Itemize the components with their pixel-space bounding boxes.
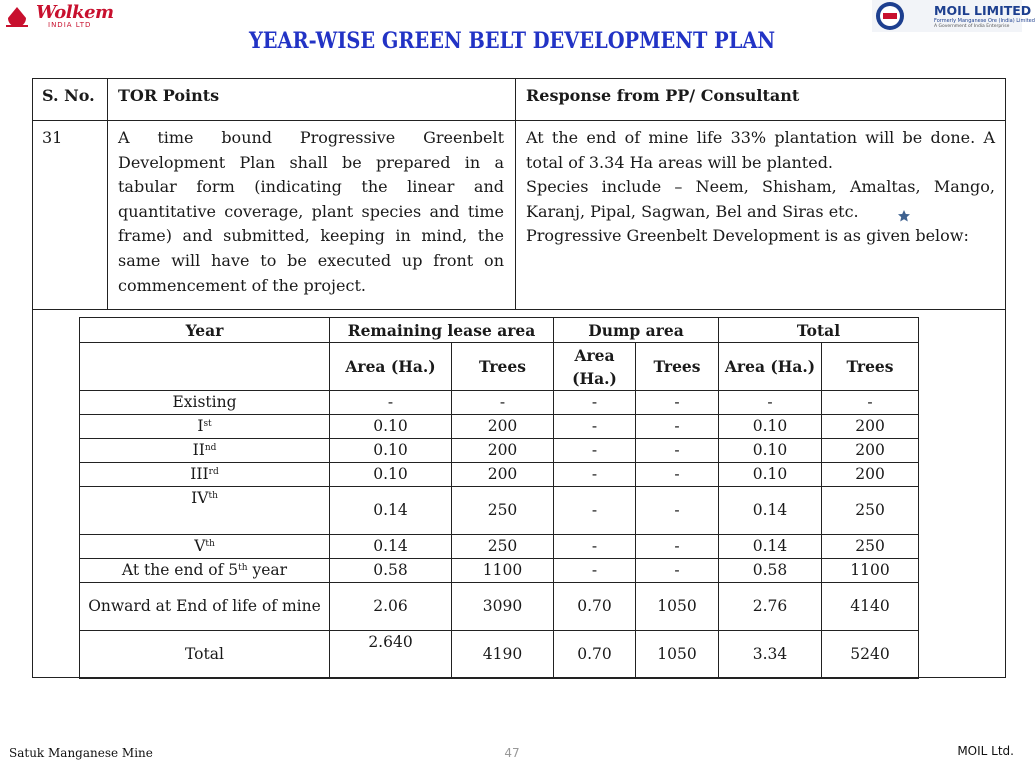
page-title: YEAR-WISE GREEN BELT DEVELOPMENT PLAN bbox=[248, 28, 776, 54]
t-area-cell: 0.58 bbox=[719, 559, 822, 583]
l-area-cell: 0.10 bbox=[330, 415, 452, 439]
d-area-cell: - bbox=[554, 391, 636, 415]
table-row bbox=[80, 391, 919, 415]
response-paragraph-2: Species include – Neem, Shisham, Amaltas, Mango, Karanj, Pipal, Sagwan, Bel and Siras etc. bbox=[526, 177, 995, 221]
header-remaining-lease: Remaining lease area bbox=[330, 318, 554, 343]
t-trees-cell: - bbox=[822, 391, 919, 415]
year-cell bbox=[80, 487, 330, 535]
subheader-area: Area (Ha.) bbox=[719, 343, 822, 391]
year-cell bbox=[80, 439, 330, 463]
d-area-cell: - bbox=[554, 463, 636, 487]
l-trees-cell: 250 bbox=[452, 535, 554, 559]
row-sno: 31 bbox=[42, 128, 63, 147]
green-belt-plan-table bbox=[79, 317, 919, 679]
year-label: Existing bbox=[172, 393, 237, 411]
t-area-cell: 0.10 bbox=[719, 415, 822, 439]
header-year-blank bbox=[80, 343, 330, 391]
table-row bbox=[80, 439, 919, 463]
year-ordinal-suffix: nd bbox=[204, 443, 217, 453]
header-response: Response from PP/ Consultant bbox=[526, 86, 800, 105]
year-ordinal-suffix: st bbox=[203, 419, 212, 429]
header-total: Total bbox=[719, 318, 919, 343]
page-number: 47 bbox=[504, 746, 520, 760]
t-area-cell: 0.14 bbox=[719, 535, 822, 559]
d-trees-cell: 1050 bbox=[636, 583, 719, 631]
year-label: At the end of 5 bbox=[121, 561, 239, 579]
l-trees-cell: 200 bbox=[452, 415, 554, 439]
d-trees-cell: - bbox=[636, 559, 719, 583]
table-row bbox=[80, 463, 919, 487]
year-cell bbox=[80, 391, 330, 415]
d-area-cell: - bbox=[554, 415, 636, 439]
t-area-cell: - bbox=[719, 391, 822, 415]
t-area-cell: 3.34 bbox=[719, 631, 822, 679]
l-area-cell: 0.10 bbox=[330, 439, 452, 463]
d-trees-cell: - bbox=[636, 415, 719, 439]
wolkem-sub: INDIA LTD bbox=[48, 21, 92, 29]
plan-table-body bbox=[80, 391, 919, 679]
year-label: V bbox=[194, 537, 206, 555]
header-sno: S. No. bbox=[42, 86, 95, 105]
year-ordinal-suffix: rd bbox=[208, 467, 219, 477]
t-area-cell: 0.10 bbox=[719, 463, 822, 487]
d-trees-cell: - bbox=[636, 391, 719, 415]
l-area-cell: 0.10 bbox=[330, 463, 452, 487]
d-area-cell: - bbox=[554, 487, 636, 535]
year-ordinal-suffix: th bbox=[208, 491, 218, 501]
t-area-cell: 0.10 bbox=[719, 439, 822, 463]
year-cell bbox=[80, 583, 330, 631]
l-trees-cell: 200 bbox=[452, 439, 554, 463]
response-paragraph-3: Progressive Greenbelt Development is as given below: bbox=[526, 226, 969, 246]
table-row bbox=[80, 583, 919, 631]
red-drop-icon bbox=[4, 6, 30, 28]
d-area-cell: 0.70 bbox=[554, 631, 636, 679]
year-label: III bbox=[190, 465, 209, 483]
l-trees-cell: 250 bbox=[452, 487, 554, 535]
year-label-suffix: year bbox=[247, 561, 288, 579]
d-area-cell: - bbox=[554, 559, 636, 583]
table-row bbox=[80, 487, 919, 535]
t-trees-cell: 4140 bbox=[822, 583, 919, 631]
row-response bbox=[526, 126, 995, 249]
header-dump-area: Dump area bbox=[554, 318, 719, 343]
year-ordinal-suffix: th bbox=[238, 563, 248, 573]
footer-mine-name: Satuk Manganese Mine bbox=[9, 746, 153, 760]
year-label: Total bbox=[185, 645, 224, 663]
l-trees-cell: 200 bbox=[452, 463, 554, 487]
t-trees-cell: 5240 bbox=[822, 631, 919, 679]
year-ordinal-suffix: th bbox=[205, 539, 215, 549]
l-trees-cell: 1100 bbox=[452, 559, 554, 583]
l-area-cell: 2.640 bbox=[330, 631, 452, 679]
l-area-cell: 0.14 bbox=[330, 535, 452, 559]
t-trees-cell: 250 bbox=[822, 535, 919, 559]
moil-line1: Formerly Manganese Ore (India) Limited bbox=[934, 18, 1035, 24]
t-trees-cell: 200 bbox=[822, 439, 919, 463]
d-trees-cell: - bbox=[636, 439, 719, 463]
header-year: Year bbox=[80, 318, 330, 343]
t-area-cell: 0.14 bbox=[719, 487, 822, 535]
header-tor: TOR Points bbox=[118, 86, 220, 105]
l-trees-cell: 3090 bbox=[452, 583, 554, 631]
table-row bbox=[80, 535, 919, 559]
year-label: I bbox=[197, 417, 204, 435]
year-cell bbox=[80, 463, 330, 487]
year-label: Onward at End of life of mine bbox=[88, 597, 321, 615]
t-trees-cell: 250 bbox=[822, 487, 919, 535]
wolkem-brand: Wolkem bbox=[36, 2, 114, 23]
table-row bbox=[80, 559, 919, 583]
t-trees-cell: 1100 bbox=[822, 559, 919, 583]
d-trees-cell: 1050 bbox=[636, 631, 719, 679]
l-trees-cell: 4190 bbox=[452, 631, 554, 679]
subheader-trees: Trees bbox=[636, 343, 719, 391]
moil-seal-icon bbox=[875, 1, 905, 31]
l-area-cell: 0.14 bbox=[330, 487, 452, 535]
t-area-cell: 2.76 bbox=[719, 583, 822, 631]
row-divider bbox=[33, 309, 1005, 310]
year-cell bbox=[80, 559, 330, 583]
l-area-cell: 2.06 bbox=[330, 583, 452, 631]
year-label: IV bbox=[191, 489, 209, 507]
year-cell bbox=[80, 535, 330, 559]
d-trees-cell: - bbox=[636, 535, 719, 559]
year-cell bbox=[80, 415, 330, 439]
d-trees-cell: - bbox=[636, 463, 719, 487]
row-tor-text: A time bound Progressive Greenbelt Development Plan shall be prepared in a tabular form (indicating the linear and quantitative coverage, plant species and time frame) and submitted, keeping in mind, the same will have to be executed up front on commencement of the project. bbox=[118, 128, 504, 295]
t-trees-cell: 200 bbox=[822, 415, 919, 439]
d-area-cell: - bbox=[554, 439, 636, 463]
wolkem-logo bbox=[2, 2, 114, 30]
year-label: II bbox=[192, 441, 205, 459]
subheader-area: Area (Ha.) bbox=[554, 343, 636, 391]
moil-name: MOIL LIMITED bbox=[934, 3, 1032, 18]
l-area-cell: 0.58 bbox=[330, 559, 452, 583]
table-row bbox=[80, 415, 919, 439]
footer-company: MOIL Ltd. bbox=[957, 744, 1014, 758]
year-cell bbox=[80, 631, 330, 679]
table-row bbox=[80, 631, 919, 679]
subheader-trees: Trees bbox=[822, 343, 919, 391]
d-area-cell: - bbox=[554, 535, 636, 559]
response-paragraph-1: At the end of mine life 33% plantation will be done. A total of 3.34 Ha areas will be planted. bbox=[526, 128, 995, 172]
l-trees-cell: - bbox=[452, 391, 554, 415]
d-trees-cell: - bbox=[636, 487, 719, 535]
l-area-cell: - bbox=[330, 391, 452, 415]
d-area-cell: 0.70 bbox=[554, 583, 636, 631]
star-icon bbox=[897, 209, 911, 223]
subheader-area: Area (Ha.) bbox=[330, 343, 452, 391]
moil-line2: A Government of India Enterprise bbox=[934, 24, 1010, 29]
t-trees-cell: 200 bbox=[822, 463, 919, 487]
subheader-trees: Trees bbox=[452, 343, 554, 391]
